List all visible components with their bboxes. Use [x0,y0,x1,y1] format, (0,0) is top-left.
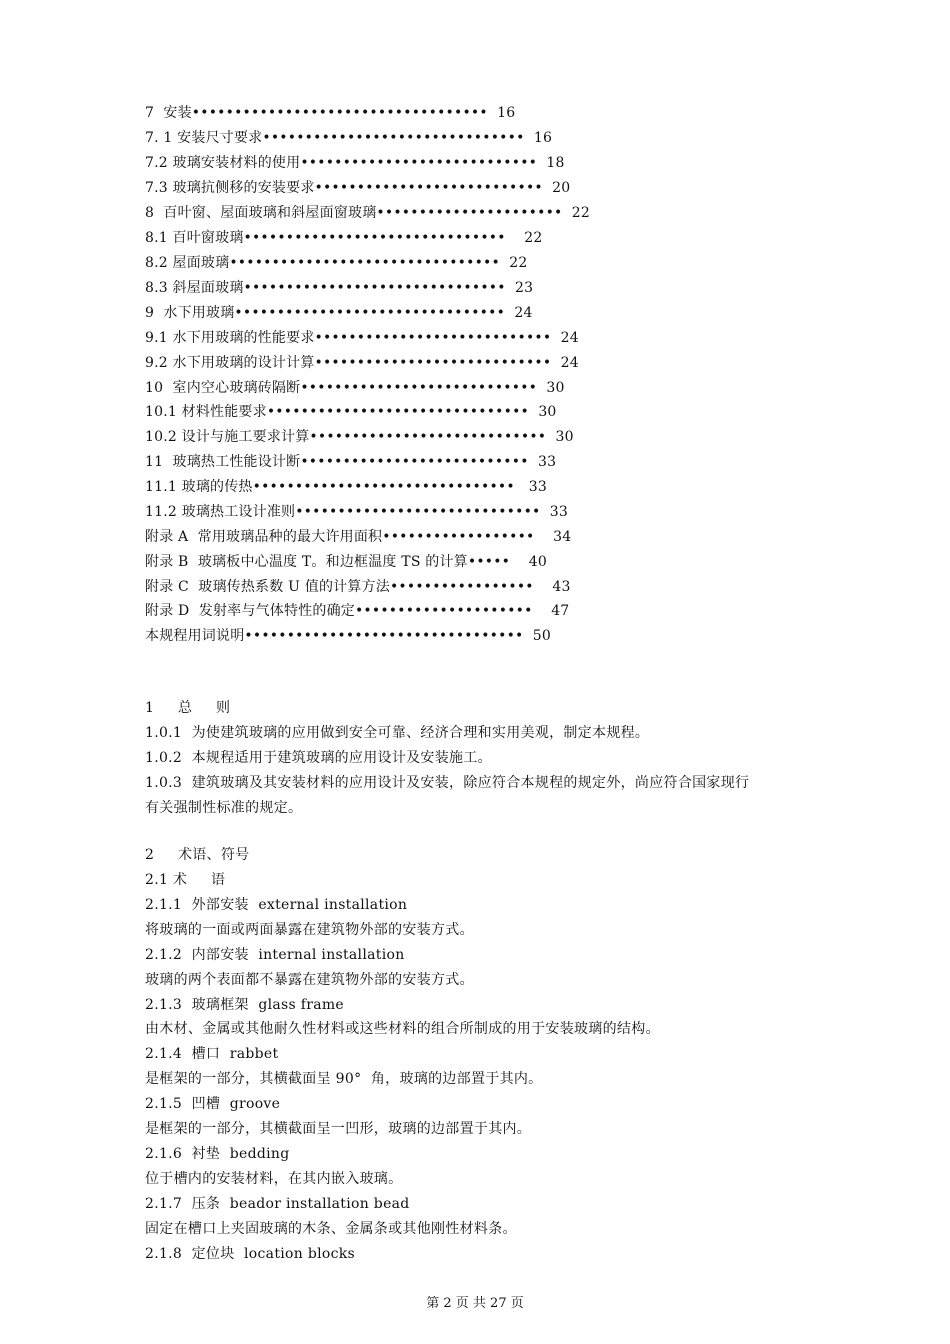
term-definition: 玻璃的两个表面都不暴露在建筑物外部的安装方式。 [145,972,474,988]
clause-text: 1.0.2 本规程适用于建筑玻璃的应用设计及安装施工。 [145,750,492,766]
toc-entry: 11 玻璃热工性能设计断••••••••••••••••••••••••••• 33 [145,454,557,470]
toc-entry: 10 室内空心玻璃砖隔断•••••••••••••••••••••••••••• 30 [145,380,565,396]
toc-entry: 9.2 水下用玻璃的设计计算•••••••••••••••••••••••••••• 24 [145,355,579,371]
toc-entry: 本规程用词说明••••••••••••••••••••••••••••••••• 50 [145,628,552,644]
term-heading: 2.1.8 定位块 location blocks [145,1246,355,1262]
term-definition: 是框架的一部分，其横截面呈一凹形，玻璃的边部置于其内。 [145,1121,532,1137]
toc-entry: 10.1 材料性能要求••••••••••••••••••••••••••••••• 30 [145,404,557,420]
toc-entry: 附录 B 玻璃板中心温度 T。和边框温度 TS 的计算••••• 40 [145,554,547,570]
page-footer: 第 2 页 共 27 页 [426,1296,524,1311]
toc-entry: 8.1 百叶窗玻璃••••••••••••••••••••••••••••••• 22 [145,230,543,246]
term-definition: 位于槽内的安装材料，在其内嵌入玻璃。 [145,1171,403,1187]
toc-entry: 9.1 水下用玻璃的性能要求•••••••••••••••••••••••••••• 24 [145,330,579,346]
clause-text: 有关强制性标准的规定。 [145,800,303,816]
term-heading: 2.1.4 槽口 rabbet [145,1046,279,1062]
term-definition: 是框架的一部分，其横截面呈 90° 角，玻璃的边部置于其内。 [145,1071,543,1087]
toc-entry: 附录 D 发射率与气体特性的确定••••••••••••••••••••• 47 [145,603,570,619]
toc-entry: 8 百叶窗、屋面玻璃和斜屋面窗玻璃•••••••••••••••••••••• 22 [145,205,590,221]
term-heading: 2.1.7 压条 beador installation bead [145,1196,410,1212]
toc-entry: 附录 A 常用玻璃品种的最大许用面积•••••••••••••••••• 34 [145,529,572,545]
clause-text: 1.0.1 为使建筑玻璃的应用做到安全可靠、经济合理和实用美观，制定本规程。 [145,725,650,741]
toc-entry: 附录 C 玻璃传热系数 U 值的计算方法••••••••••••••••• 43 [145,579,571,595]
clause-text: 1.0.3 建筑玻璃及其安装材料的应用设计及安装，除应符合本规程的规定外，尚应符合国家现行 [145,775,750,791]
toc-entry: 11.1 玻璃的传热••••••••••••••••••••••••••••••• 33 [145,479,547,495]
chapter-heading: 1 总 则 [145,700,231,716]
toc-entry: 8.3 斜屋面玻璃••••••••••••••••••••••••••••••• 23 [145,280,534,296]
toc-entry: 7.2 玻璃安装材料的使用•••••••••••••••••••••••••••• 18 [145,155,565,171]
section-heading: 2.1 术 语 [145,872,226,888]
term-heading: 2.1.1 外部安装 external installation [145,897,408,913]
toc-entry: 7 安装••••••••••••••••••••••••••••••••••• 16 [145,105,516,121]
term-heading: 2.1.2 内部安装 internal installation [145,947,405,963]
toc-entry: 10.2 设计与施工要求计算•••••••••••••••••••••••••••• 30 [145,429,574,445]
toc-entry: 7.3 玻璃抗侧移的安装要求••••••••••••••••••••••••••• 20 [145,180,571,196]
term-heading: 2.1.5 凹槽 groove [145,1096,281,1112]
toc-entry: 11.2 玻璃热工设计准则••••••••••••••••••••••••••••• 33 [145,504,569,520]
term-definition: 固定在槽口上夹固玻璃的木条、金属条或其他刚性材料条。 [145,1221,517,1237]
toc-entry: 8.2 屋面玻璃•••••••••••••••••••••••••••••••• 22 [145,255,528,271]
chapter-heading: 2 术语、符号 [145,847,250,863]
term-definition: 将玻璃的一面或两面暴露在建筑物外部的安装方式。 [145,922,474,938]
term-definition: 由木材、金属或其他耐久性材料或这些材料的组合所制成的用于安装玻璃的结构。 [145,1021,660,1037]
toc-entry: 9 水下用玻璃•••••••••••••••••••••••••••••••• 24 [145,305,533,321]
term-heading: 2.1.3 玻璃框架 glass frame [145,997,345,1013]
term-heading: 2.1.6 衬垫 bedding [145,1146,290,1162]
toc-entry: 7. 1 安装尺寸要求••••••••••••••••••••••••••••••• 16 [145,130,553,146]
